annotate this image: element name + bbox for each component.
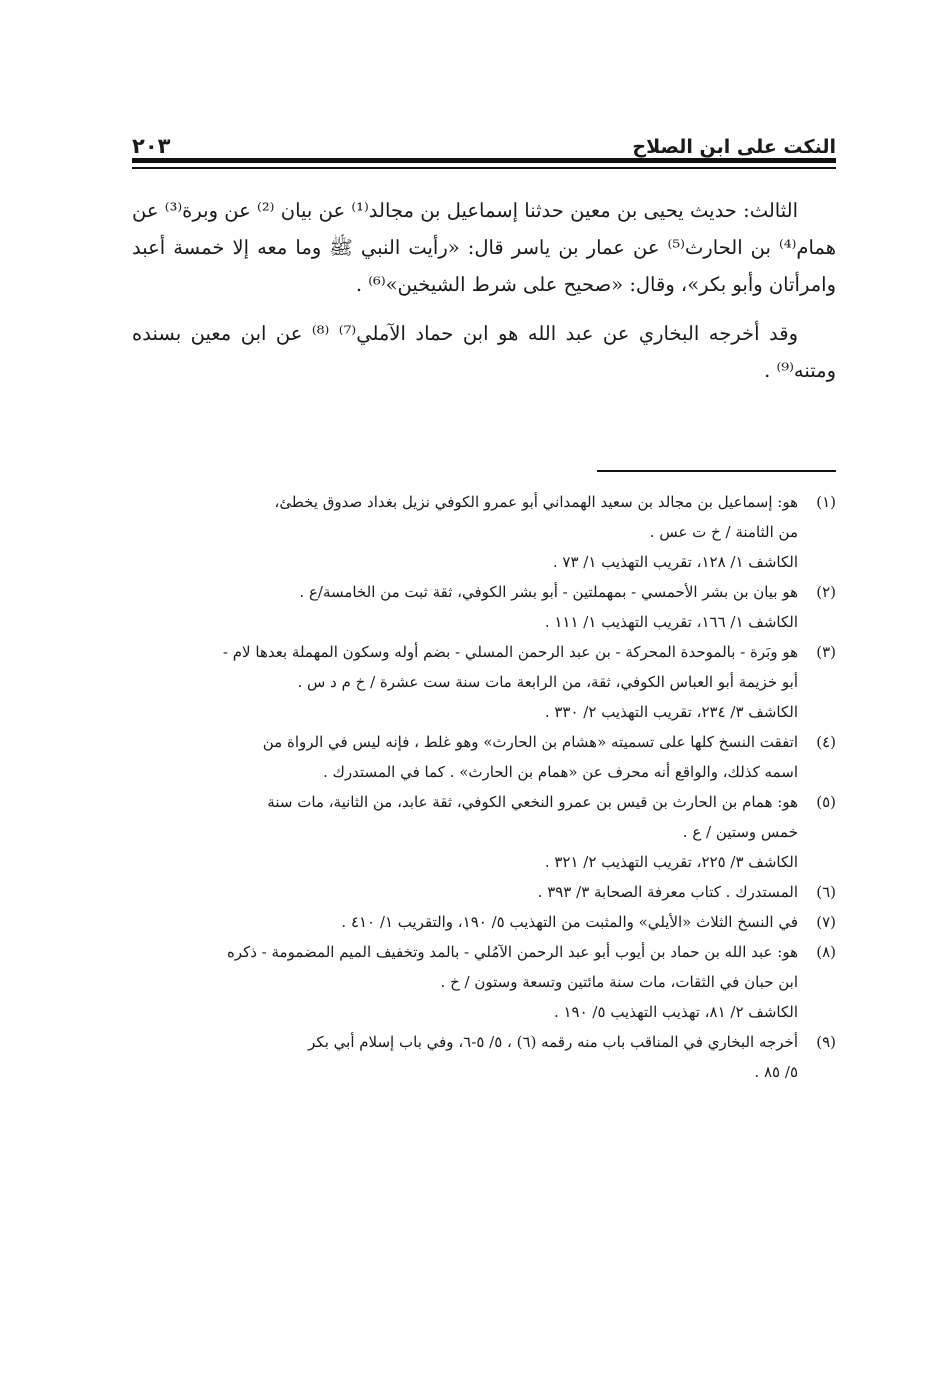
footnote-text [132,877,798,907]
footnote-separator [597,470,836,472]
main-text [132,192,836,399]
footnote [132,577,836,637]
footnote [132,907,836,937]
footnote-line: هو: همام بن الحارث بن قيس بن عمرو النخعي الكوفي، ثقة عابد، من الثانية، مات سنة [267,793,798,811]
footnote-number: (٢) [816,583,836,601]
footnote [132,727,836,787]
footnote-number: (٤) [816,733,836,751]
footnote-number: (٩) [816,1033,836,1051]
footnote-line: أخرجه البخاري في المناقب باب منه رقمه (٦) ، ٥/ ٥-٦، وفي باب إسلام أبي بكر [308,1033,798,1051]
footnote-line: هو وبَرة - بالموحدة المحركة - بن عبد الرحمن المسلي - بضم أوله وسكون المهملة بعدها لام - [222,643,798,661]
footnote-number: (٣) [816,643,836,661]
footnote-line: في النسخ الثلاث «الأيلي» والمثبت من التهذيب ٥/ ١٩٠، والتقريب ١/ ٤١٠ . [341,913,798,931]
footnote-line: المستدرك . كتاب معرفة الصحابة ٣/ ٣٩٣ . [537,883,798,901]
footnote-number: (٥) [816,793,836,811]
footnote-text [132,637,798,727]
footnote-text [132,727,798,787]
footnote-text [132,937,798,1027]
header-rule-thin [132,167,836,169]
book-title: النكت على ابن الصلاح [632,136,836,158]
footnote [132,937,836,1027]
footnote [132,877,836,907]
running-head [132,122,836,158]
footnote [132,1027,836,1087]
footnote-line: هو: عبد الله بن حماد بن أيوب أبو عبد الرحمن الآمُلي - بالمد وتخفيف الميم المضمومة - ذكره [226,943,798,961]
footnote-line: الكاشف ١/ ١٦٦، تقريب التهذيب ١/ ١١١ . [544,613,798,631]
footnote-line: أبو خزيمة أبو العباس الكوفي، ثقة، من الرابعة مات سنة ست عشرة / خ م د س . [297,673,798,691]
footnote-line: اتفقت النسخ كلها على تسميته «هشام بن الحارث» وهو غلط ، فإنه ليس في الرواة من [262,733,798,751]
footnote [132,637,836,727]
footnote-text [132,787,798,877]
footnote-number: (١) [816,493,836,511]
footnote-number: (٨) [816,943,836,961]
footnote-line: هو: إسماعيل بن مجالد بن سعيد الهمداني أبو عمرو الكوفي نزيل بغداد صدوق يخطئ، [274,493,798,511]
footnote-line: الكاشف ٣/ ٢٣٤، تقريب التهذيب ٢/ ٣٣٠ . [544,703,798,721]
footnote-line: الكاشف ١/ ١٢٨، تقريب التهذيب ١/ ٧٣ . [552,553,798,571]
footnote-number: (٦) [816,883,836,901]
footnotes [132,487,836,1087]
footnote-line: ٥/ ٨٥ . [754,1063,798,1081]
footnote-text [132,577,798,637]
main-paragraph: وقد أخرجه البخاري عن عبد الله هو ابن حماد الآملي⁽⁷⁾ ⁽⁸⁾ عن ابن معين بسنده ومتنه⁽⁹⁾ . [132,322,836,382]
footnote-line: الكاشف ٢/ ٨١، تهذيب التهذيب ٥/ ١٩٠ . [553,1003,798,1021]
footnote-line: الكاشف ٣/ ٢٢٥، تقريب التهذيب ٢/ ٣٢١ . [544,853,798,871]
footnote-line: هو بيان بن بشر الأحمسي - بمهملتين - أبو بشر الكوفي، ثقة ثبت من الخامسة/ع . [299,583,798,601]
footnote-line: خمس وستين / ع . [682,823,798,841]
footnote-text [132,1027,798,1087]
page-number: ٢٠٣ [132,134,171,158]
footnote-text [132,487,798,577]
footnote-number: (٧) [816,913,836,931]
footnote [132,487,836,577]
footnote-line: ابن حبان في الثقات، مات سنة مائتين وتسعة وستون / خ . [440,973,798,991]
main-paragraph: الثالث: حديث يحيى بن معين حدثنا إسماعيل بن مجالد⁽¹⁾ عن بيان ⁽²⁾ عن وبرة⁽³⁾ عن همام⁽⁴⁾ بن الحارث⁽⁵⁾ عن عمار بن ياسر قال: «رأيت النبي ﷺ وما معه إلا خمسة أعبد وامرأتان وأبو بكر»، وقال: «صحيح على شرط الشيخين»⁽⁶⁾ . [132,199,836,296]
header-rule-thick [132,158,836,163]
footnote-line: اسمه كذلك، والواقع أنه محرف عن «همام بن الحارث» . كما في المستدرك . [323,763,798,781]
footnote-text [132,907,798,937]
footnote [132,787,836,877]
footnote-line: من الثامنة / خ ت عس . [649,523,798,541]
